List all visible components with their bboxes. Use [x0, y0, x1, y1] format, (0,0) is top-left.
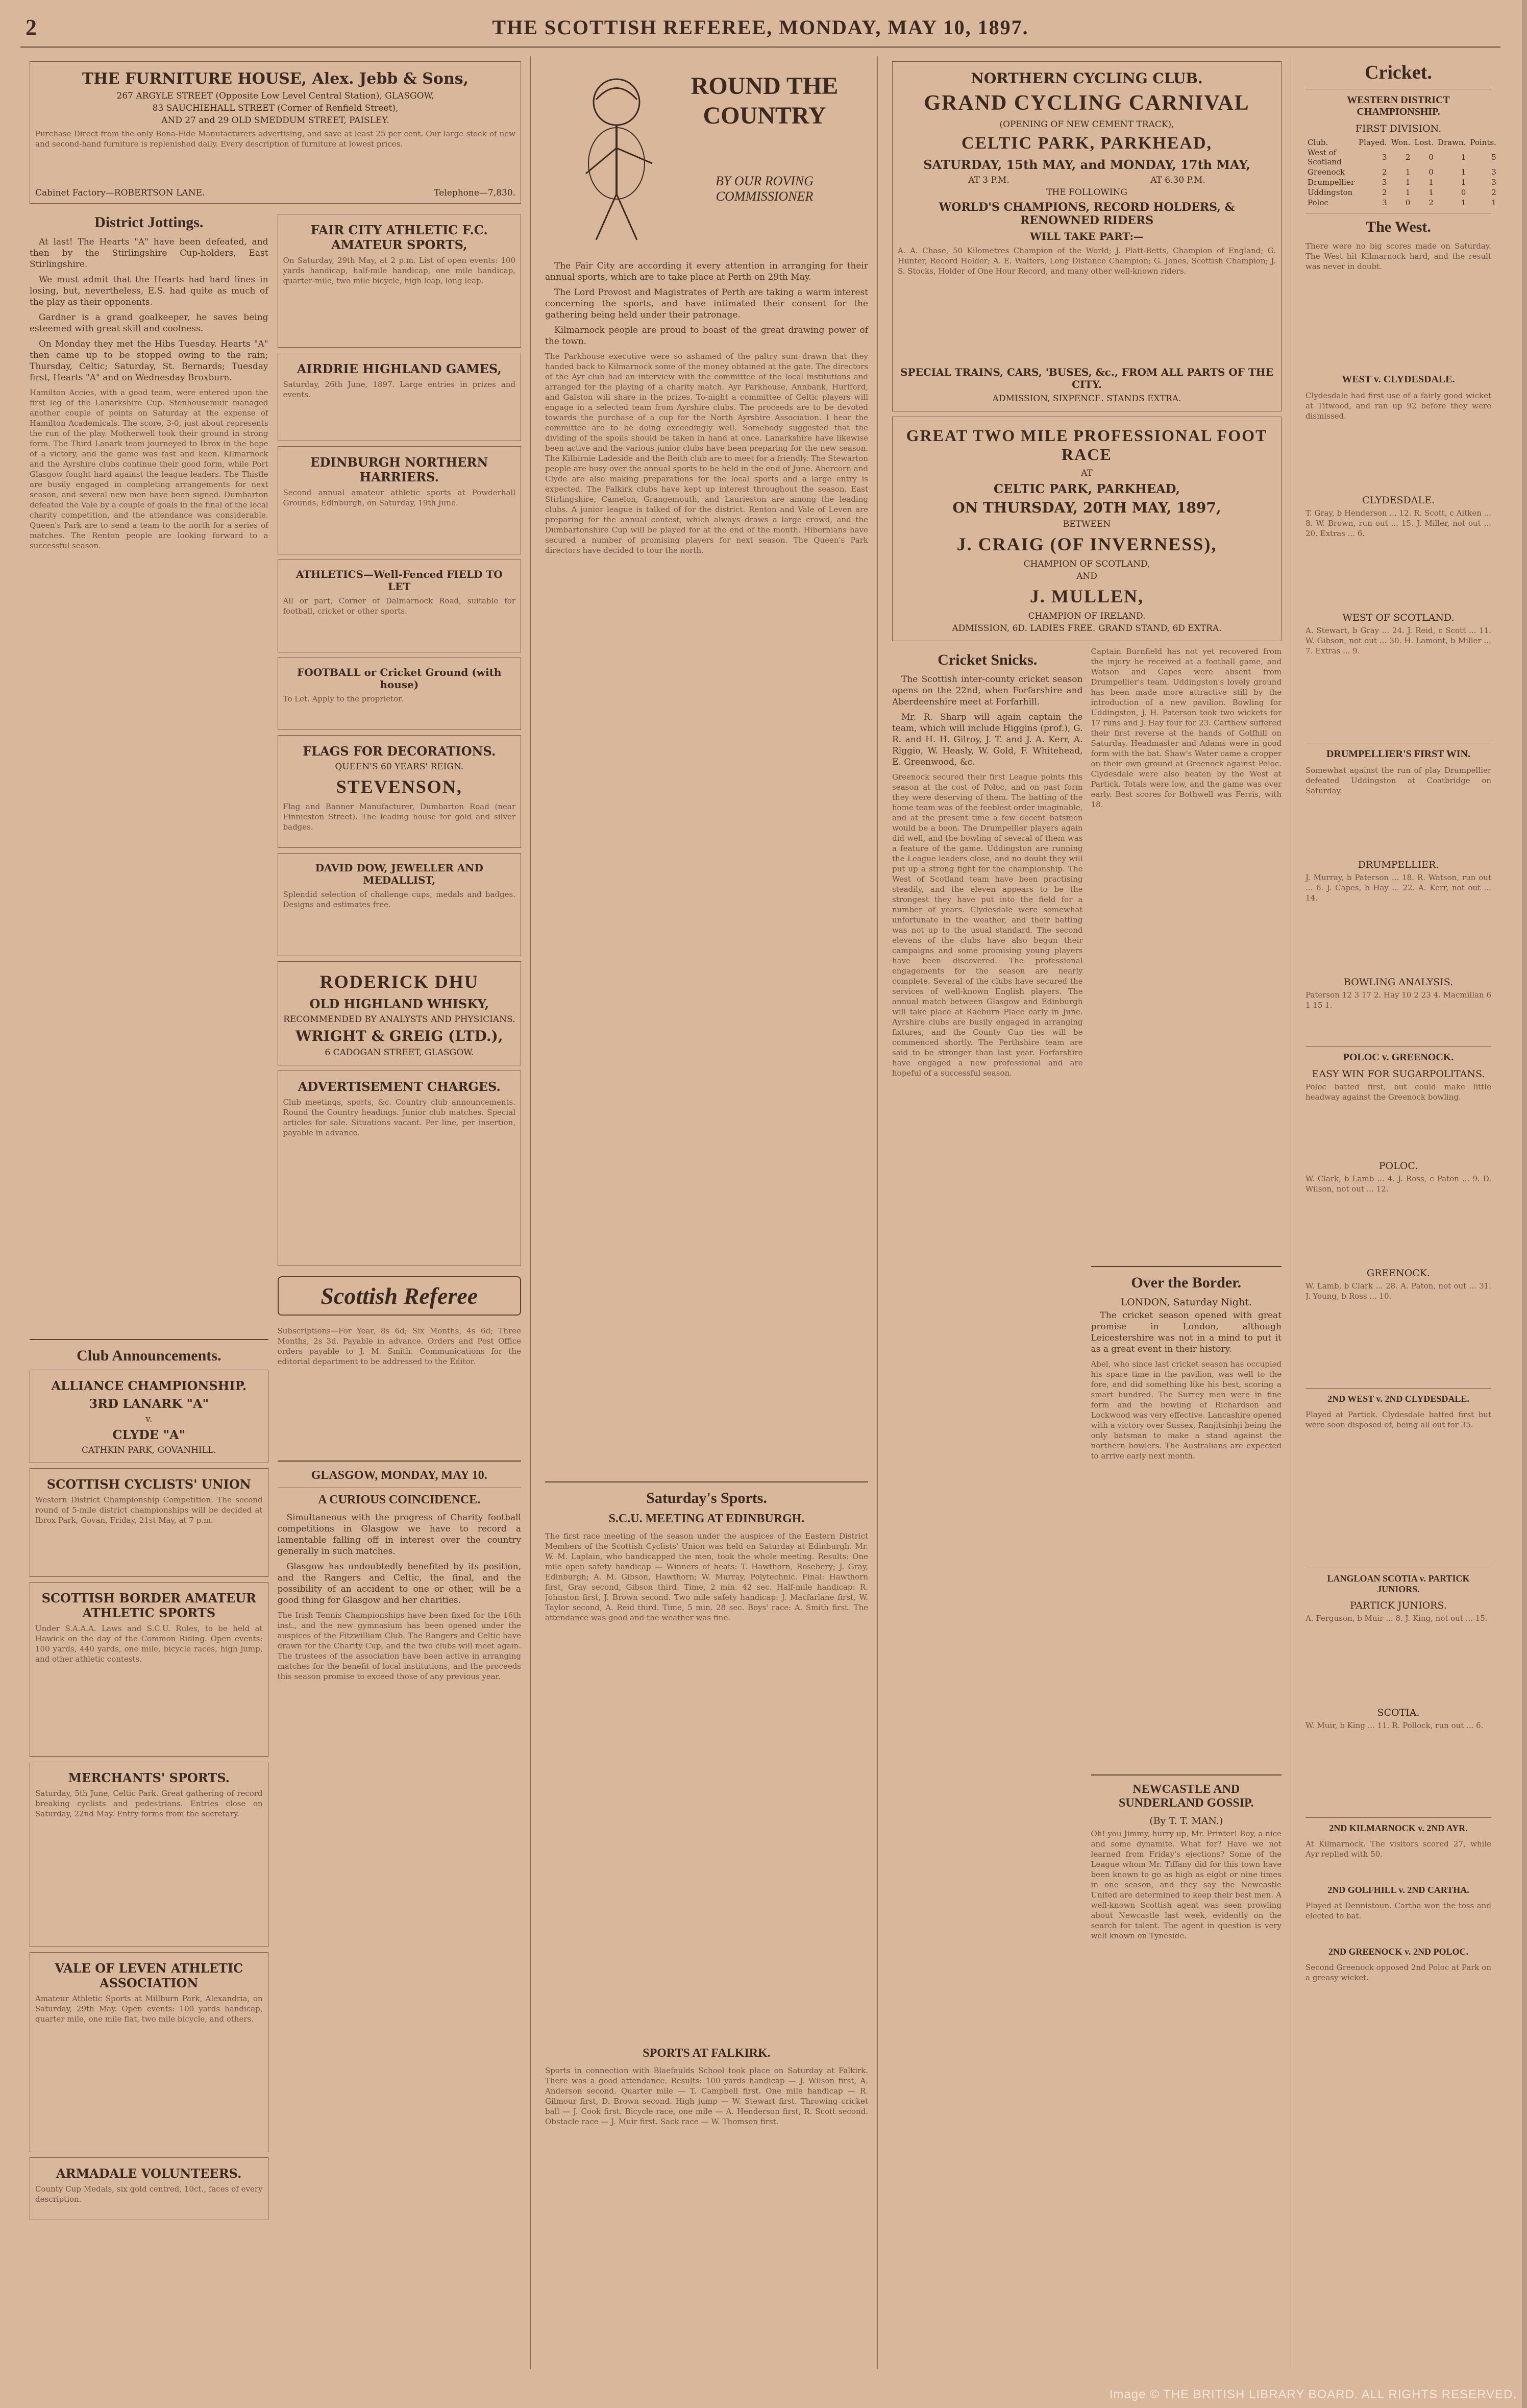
flags-advert: FLAGS FOR DECORATIONS. QUEEN'S 60 YEARS' REIGN. STEVENSON, Flag and Banner Manufacturer, Dumbarton Road (near Finnieston Street). The leading house for gold and silver badges.: [278, 735, 521, 848]
runner-1-title: CHAMPION OF SCOTLAND,: [1023, 559, 1150, 569]
jottings-para: We must admit that the Hearts had hard lines in losing, but, nevertheless, E.S. had quite as much of the play as their opponents.: [30, 275, 268, 307]
whisky: OLD HIGHLAND WHISKY,: [309, 996, 489, 1011]
dow-advert: DAVID DOW, JEWELLER AND MEDALLIST, Splendid selection of challenge cups, medals and badges. Designs and estimates free.: [278, 853, 521, 956]
london-dateline: LONDON, Saturday Night.: [1120, 1297, 1252, 1308]
carnival-admission: ADMISSION, SIXPENCE. STANDS EXTRA.: [992, 394, 1181, 404]
carnival-following: THE FOLLOWING: [1046, 187, 1127, 198]
falkirk-filler: Sports in connection with Blaefaulds School took place on Saturday at Falkirk. There was a good attendance. Results: 100 yards handicap — J. Wilson first, A. Anderson second. Quarter mile — T. Campbell first. One mile handicap — R. Gilmour first, D. Brown second. High jump — W. Stewart first. Throwing cricket ball — J. Cook first. Bicycle race, one mile — A. Henderson first, R. Scott second. Obstacle race — J. Muir first. Sack race — W. Thomson first.: [545, 2066, 868, 2126]
snicks-para: Mr. R. Sharp will again captain the team, which will include Higgins (prof.), G. R. and H. H. Gilroy, J. T. and J. A. Kerr, A. Riggio, W. Heasly, W. Gold, F. Whitehead, E. Greenwood, &c.: [892, 712, 1083, 767]
david-dow: DAVID DOW, JEWELLER AND MEDALLIST,: [315, 862, 483, 886]
fair-city-advert: FAIR CITY ATHLETIC F.C. AMATEUR SPORTS, On Saturday, 29th May, at 2 p.m. List of open events: 100 yards handicap, half-mile handicap, one mile handicap, quarter-mile, two mile bicycle, high leap, long leap.: [278, 214, 521, 348]
coincidence-heading: A CURIOUS COINCIDENCE.: [318, 1493, 481, 1506]
greenock2-heading: 2ND GREENOCK v. 2ND POLOC.: [1328, 1947, 1469, 1957]
race-at: AT: [1081, 468, 1093, 478]
table-cell: West of Scotland: [1308, 148, 1342, 166]
table-cell: 1: [1429, 178, 1434, 187]
riders-filler: A. A. Chase, 50 Kilometres Champion of the World; J. Platt-Betts, Champion of England; G. Hunter, Record Holder; A. E. Walters, Long Distance Champion; G. Jones, Scottish Champion; J. S. Stocks, Holder of One Hour Record, and many other well-known riders.: [898, 246, 1276, 276]
table-cell: 1: [1405, 167, 1411, 177]
table-header: Played.: [1359, 138, 1387, 147]
partick-scores: A. Ferguson, b Muir ... 8. J. King, not out ... 15.: [1306, 1614, 1488, 1623]
the-west-heading: The West.: [1366, 218, 1431, 235]
alliance-championship: ALLIANCE CHAMPIONSHIP.: [51, 1378, 247, 1393]
table-header: Club.: [1308, 138, 1328, 147]
over-the-border-heading: Over the Border.: [1131, 1274, 1242, 1291]
cycling-club: NORTHERN CYCLING CLUB.: [971, 70, 1203, 87]
table-row: [1306, 198, 1498, 208]
newcastle-byline: (By T. T. MAN.): [1149, 1815, 1223, 1827]
table-cell: 3: [1491, 178, 1496, 187]
drumpellier-scores: J. Murray, b Paterson ... 18. R. Watson, run out ... 6. J. Capes, b Hay ... 22. A. Kerr, not out ... 14.: [1306, 873, 1491, 903]
special-trains: SPECIAL TRAINS, CARS, 'BUSES, &c., FROM ALL PARTS OF THE CITY.: [900, 366, 1273, 391]
column-4: [1296, 56, 1500, 2369]
table-header: Points.: [1470, 138, 1496, 147]
football-field: FOOTBALL or Cricket Ground (with house): [297, 666, 502, 691]
west-filler: There were no big scores made on Saturday. The West hit Kilmarnock hard, and the result was never in doubt.: [1306, 241, 1491, 271]
carnival-dates: SATURDAY, 15th MAY, and MONDAY, 17th MAY,: [923, 157, 1250, 172]
furniture-address-1: 267 ARGYLE STREET (Opposite Low Level Central Station), GLASGOW,: [116, 91, 434, 101]
table-cell: 1: [1405, 188, 1411, 197]
recommended: RECOMMENDED BY ANALYSTS AND PHYSICIANS.: [283, 1014, 515, 1025]
poloc-filler: Poloc batted first, but could make little headway against the Greenock bowling.: [1306, 1082, 1491, 1102]
table-cell: 3: [1382, 198, 1387, 207]
newcastle-heading: NEWCASTLE AND SUNDERLAND GOSSIP.: [1118, 1783, 1254, 1810]
snicks-para: The Scottish inter-county cricket season opens on the 22nd, when Forfarshire and Aberdeenshire meet at Forfarhill.: [892, 674, 1083, 707]
carnival-take-part: WILL TAKE PART:—: [1030, 230, 1144, 242]
table-cell: 1: [1429, 188, 1434, 197]
table-cell: 3: [1382, 153, 1387, 162]
border-advert: SCOTTISH BORDER AMATEUR ATHLETIC SPORTS Under S.A.A.A. Laws and S.C.U. Rules, to be held at Hawick on the day of the Common Riding. Open events: 100 yards, 440 yards, one mile, bicycle races, high jump, and other athletic contests.: [30, 1582, 268, 1757]
first-division-heading: FIRST DIVISION.: [1355, 123, 1442, 134]
edinburgh-harriers: EDINBURGH NORTHERN HARRIERS.: [310, 455, 488, 484]
cricket-heading: Cricket.: [1365, 62, 1432, 83]
whisky-advert: [278, 961, 521, 1065]
page-number: 2: [26, 15, 37, 40]
table-cell: 3: [1382, 178, 1387, 187]
bowling-analysis-subhead: BOWLING ANALYSIS.: [1343, 977, 1454, 988]
table-cell: 2: [1491, 188, 1496, 197]
runner-1: J. CRAIG (OF INVERNESS),: [956, 534, 1217, 554]
partick-juniors-subhead: PARTICK JUNIORS.: [1350, 1600, 1447, 1611]
wright-greig: WRIGHT & GREIG (LTD.),: [295, 1028, 503, 1044]
second-west-heading: 2ND WEST v. 2ND CLYDESDALE.: [1327, 1394, 1469, 1404]
furniture-telephone: Telephone—7,830.: [434, 188, 515, 198]
kilmarnock-filler: At Kilmarnock. The visitors scored 27, while Ayr replied with 50.: [1306, 1839, 1491, 1859]
table-cell: Uddingston: [1308, 188, 1353, 197]
western-district-heading: WESTERN DISTRICT CHAMPIONSHIP.: [1347, 94, 1450, 117]
foot-race-advert: [892, 417, 1282, 641]
col3-left: [892, 646, 1083, 2288]
fair-city: FAIR CITY ATHLETIC F.C. AMATEUR SPORTS,: [310, 223, 488, 252]
carnival-time-left: AT 3 P.M.: [968, 175, 1009, 185]
cycling-carnival-advert: [892, 61, 1282, 411]
table-cell: 0: [1405, 198, 1411, 207]
advert-charges: ADVERTISEMENT CHARGES.: [298, 1079, 501, 1094]
poloc-greenock-heading: POLOC v. GREENOCK.: [1343, 1052, 1454, 1063]
race-date: ON THURSDAY, 20TH MAY, 1897,: [952, 499, 1221, 516]
table-cell: 2: [1382, 167, 1387, 177]
district-jottings-heading: District Jottings.: [94, 214, 204, 231]
table-cell: Greenock: [1308, 167, 1345, 177]
race-and: AND: [1076, 571, 1097, 581]
border-sports: SCOTTISH BORDER AMATEUR ATHLETIC SPORTS: [41, 1591, 256, 1620]
country-para: The Lord Provost and Magistrates of Perth are taking a warm interest concerning the sports, and have intimated their consent for the gathering being held under their patronage.: [545, 287, 868, 320]
table-cell: 2: [1382, 188, 1387, 197]
bowling-figures: Paterson 12 3 17 2. Hay 10 2 23 4. Macmillan 6 1 15 1.: [1306, 990, 1491, 1010]
foot-race-title: GREAT TWO MILE PROFESSIONAL FOOT RACE: [906, 426, 1268, 464]
column-2: [536, 56, 878, 2369]
furniture-address-2: 83 SAUCHIEHALL STREET (Corner of Renfield Street),: [152, 103, 399, 113]
furniture-body-filler: Purchase Direct from the only Bona-Fide Manufacturers advertising, and save at least 25 per cent. Our large stock of new and second-hand furniture is replenished daily. Every description of furniture at lowest prices.: [35, 129, 515, 149]
football-field-advert: FOOTBALL or Cricket Ground (with house) To Let. Apply to the proprietor.: [278, 658, 521, 730]
table-row: [1306, 177, 1498, 187]
airdrie: AIRDRIE HIGHLAND GAMES,: [297, 361, 502, 376]
subcolumn-left: [30, 209, 268, 2225]
club-announcements-heading: Club Announcements.: [77, 1347, 221, 1364]
table-header: Drawn.: [1437, 138, 1466, 147]
match-venue: CATHKIN PARK, GOVANHILL.: [81, 1445, 216, 1455]
west-clydesdale-heading: WEST v. CLYDESDALE.: [1342, 374, 1455, 385]
furniture-headline: THE FURNITURE HOUSE, Alex. Jebb & Sons,: [82, 70, 469, 88]
stamp-subtitle: BY OUR ROVING COMMISSIONER: [715, 174, 814, 204]
greenock2-filler: Second Greenock opposed 2nd Poloc at Park on a greasy wicket.: [1306, 1963, 1491, 1982]
table-cell: 0: [1429, 153, 1434, 162]
greenock-scores: W. Lamb, b Clark ... 28. A. Paton, not out ... 31. J. Young, b Ross ... 10.: [1306, 1281, 1491, 1301]
country-para: Kilmarnock people are proud to boast of the great drawing power of the town.: [545, 325, 868, 347]
cricket-snicks-heading: Cricket Snicks.: [938, 651, 1038, 668]
copyright-watermark: Image © THE BRITISH LIBRARY BOARD. ALL RIGHTS RESERVED.: [1109, 2388, 1517, 2401]
wright-address: 6 CADOGAN STREET, GLASGOW.: [325, 1048, 474, 1058]
furniture-factory: Cabinet Factory—ROBERTSON LANE.: [35, 188, 205, 198]
jottings-body-filler: Hamilton Accies, with a good team, were entered upon the first leg of the Lanarkshire Cup. Stenhousemuir managed another couple of points on Saturday at the expense of Hamilton Academicals. The score, 3-0, just about represents the run of the play. Motherwell took their ground in strong form. The Third Lanark team journeyed to Ibrox in the hope of a victory, and the game was fast and keen. Kilmarnock and the Ayrshire clubs continue their good form, while Port Glasgow fought hard against the league leaders. The Thistle are busily engaged in completing arrangements for next season, and several new men have been signed. Dumbarton defeated the Vale by a couple of goals in the final of the local charity competition, and the attendance was considerable. Queen's Park are to send a team to the north for a series of matches. The Renton people are looking forward to a successful season.: [30, 388, 268, 550]
newspaper-title: THE SCOTTISH REFEREE, MONDAY, MAY 10, 1897.: [492, 16, 1029, 39]
west-of-scotland-subhead: WEST OF SCOTLAND.: [1342, 612, 1455, 623]
carnival-subtitle: (OPENING OF NEW CEMENT TRACK),: [999, 119, 1174, 130]
table-cell: 1: [1461, 198, 1466, 207]
page-edge: [1522, 0, 1527, 2408]
merchants-advert: MERCHANTS' SPORTS. Saturday, 5th June, Celtic Park. Great gathering of record breaking cyclists and pedestrians. Entries close on Saturday, 22nd May. Entry forms from the secretary.: [30, 1762, 268, 1947]
country-filler: The Parkhouse executive were so ashamed of the paltry sum drawn that they handed back to Kilmarnock some of the money obtained at the gate. The directors of the Ayr club had an interview with the committee of the local institutions and arranged for the playing of a charity match. Ayr Parkhouse, Annbank, Hurlford, and Galston will share in the prizes. To-night a committee of Celtic players will engage in a selected team from Ayrshire clubs. The proceeds are to be devoted towards the purchase of a cup for the North Ayrshire Association. I hear the committee are to be doing exceedingly well. Somebody suggested that the dividing of the spoils should be taken in hand at once. Lanarkshire have likewise been active and the various junior clubs have been preparing for the new season. The Kilbirnie Ladeside and the Beith club are to meet for a friendly. The Stewarton people are busy over the annual sports to be held in the end of June. Abercorn and Clyde are also making preparations for the local sports and a large entry is expected. The Falkirk clubs have kept up interest throughout the season. East Stirlingshire, Camelon, Grangemouth, and Laurieston are among the leading clubs. A junior league is talked of for the district. Renton and Vale of Leven are preparing for the annual contest, which always draws a large crowd, and the Dumbartonshire Cup will be played for at the end of the month. Hibernians have secured a number of promising players for next season. The Queen's Park directors have decided to tour the north.: [545, 352, 868, 555]
table-row: [1306, 167, 1498, 177]
kilmarnock-heading: 2ND KILMARNOCK v. 2ND AYR.: [1329, 1823, 1468, 1833]
col3-right: [1091, 646, 1282, 2288]
greenock-subhead: GREENOCK.: [1366, 1268, 1431, 1279]
armadale-advert: ARMADALE VOLUNTEERS. County Cup Medals, six gold centred, 10ct., faces of every description.: [30, 2157, 268, 2220]
west-scores: A. Stewart, b Gray ... 24. J. Reid, c Scott ... 11. W. Gibson, not out ... 30. H. Lamont, b Miller ... 7. Extras ... 9.: [1306, 626, 1491, 655]
furniture-advert: [30, 61, 521, 204]
masthead: [20, 10, 1500, 48]
carnival-time-right: AT 6.30 P.M.: [1150, 175, 1205, 185]
table-cell: 1: [1461, 153, 1466, 162]
drumpellier-win-heading: DRUMPELLIER'S FIRST WIN.: [1326, 748, 1471, 760]
column-3: [883, 56, 1291, 2369]
table-row: [1306, 187, 1498, 198]
furniture-address-3: AND 27 and 29 OLD SMEDDUM STREET, PAISLEY.: [161, 115, 389, 126]
cyclists-union: SCOTTISH CYCLISTS' UNION: [46, 1477, 251, 1492]
scotia-scores: W. Muir, b King ... 11. R. Pollock, run out ... 6.: [1306, 1721, 1484, 1730]
carnival-title: GRAND CYCLING CARNIVAL: [924, 91, 1250, 115]
carnival-park: CELTIC PARK, PARKHEAD,: [961, 134, 1213, 153]
league-table: [1306, 137, 1498, 208]
armadale: ARMADALE VOLUNTEERS.: [56, 2166, 242, 2181]
col3-right-filler: Captain Burnfield has not yet recovered from the injury he received at a football game, and Watson and Capes were absent from Drumpellier's team. Uddingston's lovely ground has been made more attractive still by the introduction of a new pavilion. Bowling for Uddingston, J. H. Paterson took two wickets for 17 runs and J. Hay four for 23. Carthew suffered their first reverse at the hands of Golfhill on Saturday. Headmaster and Adams were in good form with the bat. Shaw's Water came a cropper on their own ground at Greenock against Poloc. Clydesdale were also beaten by the West at Partick. Totals were low, and the game was over early. Best scores for Bothwell was Ferris, with 18.: [1091, 647, 1282, 809]
merchants-sports: MERCHANTS' SPORTS.: [68, 1770, 230, 1785]
table-cell: 0: [1461, 188, 1466, 197]
table-header: Lost.: [1414, 138, 1434, 147]
subscription-filler: Subscriptions—For Year, 8s 6d; Six Months, 4s 6d; Three Months, 2s 3d. Payable in advance. Orders and Post Office orders payable to J. M. Smith. Communications for the editorial department to be addressed to the Editor.: [277, 1326, 521, 1366]
clydesdale-scores: T. Gray, b Henderson ... 12. R. Scott, c Aitken ... 8. W. Brown, run out ... 15. J. Miller, not out ... 20. Extras ... 6.: [1306, 508, 1491, 538]
newspaper-page: [20, 10, 1500, 2389]
table-cell: 1: [1461, 178, 1466, 187]
table-cell: 2: [1429, 198, 1434, 207]
race-admission: ADMISSION, 6D. LADIES FREE. GRAND STAND, 6D EXTRA.: [952, 623, 1222, 634]
table-cell: 1: [1405, 178, 1411, 187]
match-home: 3RD LANARK "A": [89, 1396, 209, 1411]
athletics-field: ATHLETICS—Well-Fenced FIELD TO LET: [295, 568, 503, 593]
jottings-para: Gardner is a grand goalkeeper, he saves being esteemed with great skill and coolness.: [30, 312, 268, 334]
table-cell: 0: [1429, 167, 1434, 177]
runner-2-title: CHAMPION OF IRELAND.: [1028, 611, 1146, 621]
golfhill-filler: Played at Dennistoun. Cartha won the toss and elected to bat.: [1306, 1901, 1491, 1920]
runner-2: J. MULLEN,: [1029, 586, 1144, 606]
table-cell: 3: [1491, 167, 1496, 177]
coincidence-para: Simultaneous with the progress of Charity football competitions in Glasgow we have to record a lamentable falling off in interest over the country generally in such matches.: [277, 1513, 521, 1556]
table-header: Won.: [1391, 138, 1411, 147]
table-cell: 1: [1491, 198, 1496, 207]
column-1: [20, 56, 531, 2369]
border-filler: Abel, who since last cricket season has occupied his spare time in the pavilion, was well to the fore, and did something like his best, scoring a smart hundred. The Surrey men were in fine form and the bowling of Richardson and Lockwood was very effective. Lancashire opened with a victory over Sussex, Ranjitsinhji being the only batsman to make a stand against the northern bowlers. The Australians are expected to arrive early next month.: [1091, 1359, 1282, 1461]
newcastle-filler: Oh! you Jimmy, hurry up, Mr. Printer! Boy, a nice and some dynamite. What for? Have we not learned from Friday's ejections? Some of the League whom Mr. Tiffany did for this town have been known to go as high as eight or nine times in one season, and they say the Newcastle United are determined to keep their best men. A well-known Scottish agent was seen prowling about Newcastle last week, evidently on the search for talent. The agent in question is very well known on Tyneside.: [1091, 1829, 1282, 1940]
second-west-filler: Played at Partick. Clydesdale batted first but were soon disposed of, being all out for 35.: [1306, 1410, 1491, 1429]
vale-advert: VALE OF LEVEN ATHLETIC ASSOCIATION Amateur Athletic Sports at Millburn Park, Alexandria, on Saturday, 29th May. Open events: 100 yards handicap, quarter mile, one mile flat, two mile bicycle, and others.: [30, 1952, 268, 2152]
advert-charges-box: ADVERTISEMENT CHARGES. Club meetings, sports, &c. Country club announcements. Round the Country headings. Junior club matches. Special articles for sale. Situations vacant. Per line, per insertion, payable in advance.: [278, 1071, 521, 1266]
match-away: CLYDE "A": [112, 1427, 186, 1442]
carnival-champions: WORLD'S CHAMPIONS, RECORD HOLDERS, & RENOWNED RIDERS: [939, 201, 1235, 227]
border-para: The cricket season opened with great promise in London, although Leicestershire was not in a mind to put it as a great event in their history.: [1091, 1310, 1282, 1354]
jubilee: QUEEN'S 60 YEARS' REIGN.: [335, 762, 464, 772]
table-cell: Poloc: [1308, 198, 1328, 207]
falkirk-heading: SPORTS AT FALKIRK.: [643, 2047, 771, 2060]
race-between: BETWEEN: [1063, 519, 1111, 529]
flags: FLAGS FOR DECORATIONS.: [303, 744, 496, 759]
cyclists-advert: SCOTTISH CYCLISTS' UNION Western District Championship Competition. The second round of 5-mile district championships will be decided at Ibrox Park, Govan, Friday, 21st May, at 7 p.m.: [30, 1468, 268, 1577]
poloc-subhead: POLOC.: [1378, 1160, 1418, 1172]
table-header-row: [1306, 137, 1498, 148]
scu-meeting-heading: S.C.U. MEETING AT EDINBURGH.: [608, 1512, 805, 1525]
table-cell: 5: [1491, 153, 1496, 162]
race-park: CELTIC PARK, PARKHEAD,: [994, 481, 1180, 496]
dateline: GLASGOW, MONDAY, MAY 10.: [311, 1469, 487, 1482]
table-row: [1306, 148, 1498, 167]
table-cell: 2: [1405, 153, 1411, 162]
country-para: The Fair City are according it every attention in arranging for their annual sports, which are to take place at Perth on 29th May.: [545, 261, 868, 282]
stevenson: STEVENSON,: [336, 776, 462, 797]
coincidence-filler: The Irish Tennis Championships have been fixed for the 16th inst., and the new gymnasium has been opened under the auspices of the Fitzwilliam Club. The Rangers and Celtic have drawn for the Charity Cup, and the two clubs will meet again. The trustees of the association have been active in arranging matches for the benefit of local institutions, and the proceeds this season promise to exceed those of any previous year.: [277, 1611, 521, 1681]
drumpellier-subhead: DRUMPELLIER.: [1358, 859, 1439, 870]
scu-filler: The first race meeting of the season under the auspices of the Eastern District Members of the Scottish Cyclists' Union was held on Saturday at Edinburgh. Mr. W. M. Laplain, who handicapped the men, took the whole meeting. Results: One mile open safety handicap — Winners of heats: T. Hawthorn, Rosebery; J. Gray, Edinburgh; A. M. Gibson, Hawthorn; W. Murray, Polytechnic. Final: Hawthorn first, Gray second, Gibson third. Time, 2 min. 42 sec. Half-mile handicap: R. Johnston first, J. Brown second. Two mile safety handicap: J. Macfarlane first, W. Taylor second, A. Reid third. Time, 5 min. 28 sec. Boys' race: A. Smith first. The attendance was good and the weather was fine.: [545, 1531, 868, 1622]
coincidence-para: Glasgow has undoubtedly benefited by its position, and the Rangers and Celtic, the final, and the possibility of an accident to one or other, will be a good thing for Glasgow and her charities.: [277, 1562, 521, 1606]
langloan-heading: LANGLOAN SCOTIA v. PARTICK JUNIORS.: [1327, 1573, 1470, 1594]
athletics-field-advert: ATHLETICS—Well-Fenced FIELD TO LET All or part, Corner of Dalmarnock Road, suitable for football, cricket or other sports.: [278, 560, 521, 652]
jottings-para: At last! The Hearts "A" have been defeated, and then by the Stirlingshire Cup-holders, East Stirlingshire.: [30, 237, 268, 270]
golfhill-heading: 2ND GOLFHILL v. 2ND CARTHA.: [1327, 1885, 1469, 1895]
referee-logo: Scottish Referee: [278, 1276, 521, 1316]
edinburgh-advert: EDINBURGH NORTHERN HARRIERS. Second annual amateur athletic sports at Powderhall Grounds, Edinburgh, on Saturday, 19th June.: [278, 446, 521, 554]
alliance-advert: ALLIANCE CHAMPIONSHIP. 3RD LANARK "A" v. CLYDE "A" CATHKIN PARK, GOVANHILL.: [30, 1370, 268, 1463]
vale-of-leven: VALE OF LEVEN ATHLETIC ASSOCIATION: [55, 1961, 243, 1990]
clydesdale-subhead: CLYDESDALE.: [1362, 495, 1435, 506]
subcolumn-right: [278, 209, 521, 2225]
saturdays-sports-heading: Saturday's Sports.: [646, 1490, 767, 1506]
west-clydesdale-filler: Clydesdale had first use of a fairly good wicket at Titwood, and ran up 92 before they were dismissed.: [1306, 391, 1491, 421]
table-cell: 1: [1461, 167, 1466, 177]
poloc-scores: W. Clark, b Lamb ... 4. J. Ross, c Paton ... 9. D. Wilson, not out ... 12.: [1306, 1174, 1491, 1194]
roderick-dhu: RODERICK DHU: [319, 971, 479, 992]
snicks-filler: Greenock secured their first League points this season at the cost of Poloc, and on past form they were deserving of them. The batting of the home team was of the feeblest order imaginable, and at the present time a few decent batsmen would be a boon. The Drumpellier players again did well, and the bowling of several of them was a feature of the game. Uddingston are running the League leaders close, and no doubt they will put up a strong fight for the championship. The West of Scotland team have been practising steadily, and the eleven appears to be the strongest they have put into the field for a number of years. Clydesdale were somewhat unfortunate in the weather, and their batting was not up to the usual standard. The second elevens of the clubs have also begun their campaigns and some promising young players have been discovered. The professional engagements for the season are nearly complete. Several of the clubs have secured the services of well-known English players. The annual match between Glasgow and Edinburgh will take place at Raeburn Place early in June. Ayrshire clubs are busily engaged in arranging fixtures, and the County Cup ties will be commenced shortly. The Perthshire team are said to be stronger than last year. Forfarshire have engaged a new professional and are hopeful of a successful season.: [892, 772, 1083, 1078]
round-the-country-stamp: [545, 61, 868, 255]
airdrie-advert: AIRDRIE HIGHLAND GAMES, Saturday, 26th June, 1897. Large entries in prizes and events.: [278, 353, 521, 441]
easy-win-subhead: EASY WIN FOR SUGARPOLITANS.: [1312, 1068, 1485, 1080]
scotia-subhead: SCOTIA.: [1377, 1707, 1420, 1718]
stamp-title: ROUND THE COUNTRY: [691, 72, 839, 129]
drumpellier-filler: Somewhat against the run of play Drumpellier defeated Uddingston at Coatbridge on Saturday.: [1306, 766, 1491, 795]
table-cell: Drumpellier: [1308, 178, 1354, 187]
jottings-para: On Monday they met the Hibs Tuesday. Hearts "A" then came up to be stopped owing to the rain; Thursday, Celtic; Saturday, St. Bernards; Tuesday first, Hearts "A" and on Wednesday Broxburn.: [30, 339, 268, 383]
